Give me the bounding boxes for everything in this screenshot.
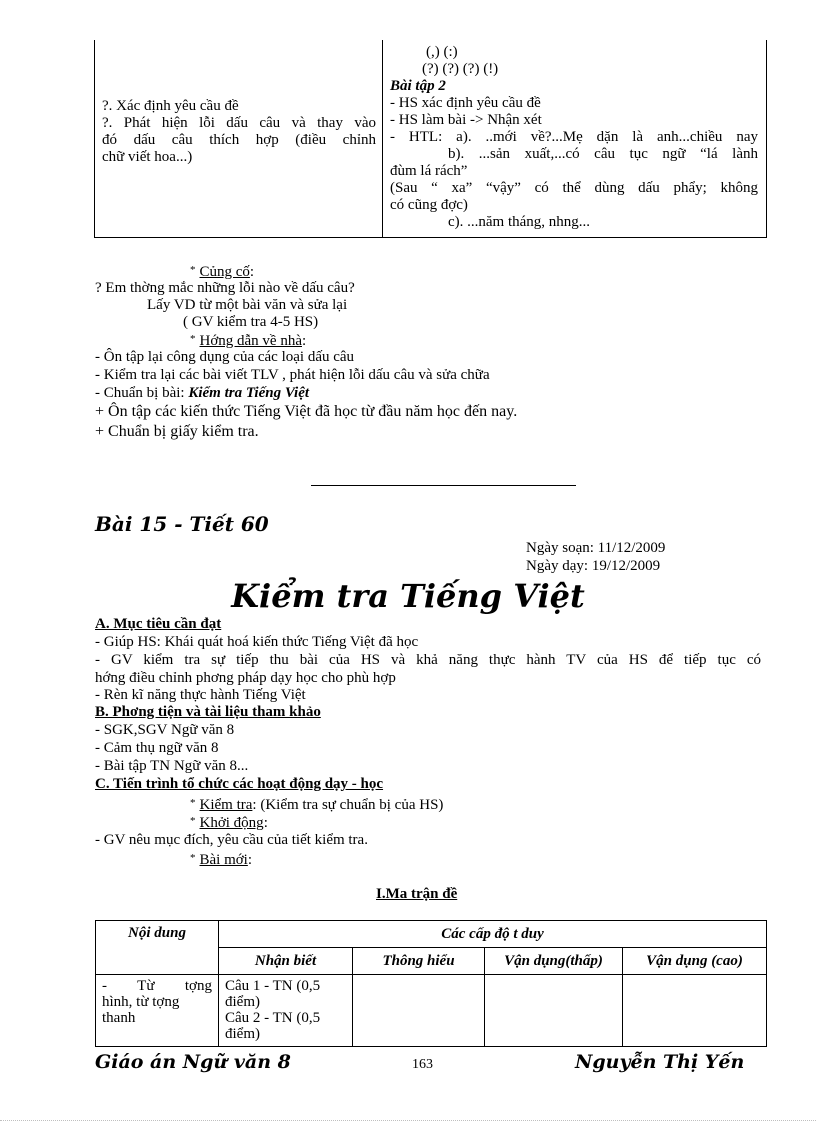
- student-line: - HS làm bài -> Nhận xét: [390, 112, 542, 128]
- huong-dan-heading: [190, 331, 306, 350]
- content-line: hình, từ tợng: [102, 994, 180, 1010]
- bai-moi-label: Bài mới: [199, 852, 248, 868]
- colon: :: [249, 264, 255, 280]
- nhan-biet-line: Câu 1 - TN (0,5: [225, 978, 321, 994]
- teacher-line: ?. Phát hiện lỗi dấu câu và thay vào: [102, 115, 376, 131]
- khoi-dong-label: Khởi động: [199, 815, 264, 831]
- cung-co-line: ( GV kiểm tra 4-5 HS): [183, 314, 319, 330]
- cung-co-heading: [190, 262, 254, 281]
- table-left-border: [94, 40, 95, 238]
- ngay-soan: Ngày soạn: 11/12/2009: [526, 540, 666, 556]
- row-content-cell: [96, 975, 219, 1047]
- cung-co-label: Củng cố: [199, 264, 250, 280]
- huong-dan-line: - Kiểm tra lại các bài viết TLV , phát hiện lỗi dấu câu và sửa chữa: [95, 367, 490, 383]
- section-a-line: [95, 652, 761, 669]
- teacher-line: đó dấu câu thích hợp (điều chỉnh: [102, 132, 376, 148]
- lesson-activity-table: [94, 40, 767, 238]
- teacher-activity-cell: [102, 98, 376, 166]
- bai-moi-line: [190, 850, 252, 869]
- table-row: [96, 975, 767, 1047]
- teacher-line: ?. Xác định yêu cầu đề: [102, 98, 239, 114]
- student-line: b). ...sản xuất,...có câu tục ngữ “lá lành: [448, 146, 758, 162]
- header-cap-do: Các cấp độ t duy: [219, 921, 767, 948]
- bullet-star: *: [190, 815, 196, 827]
- header-noi-dung: Nội dung: [96, 921, 219, 975]
- section-b-heading: B. Phơng tiện và tài liệu tham khảo: [95, 704, 321, 720]
- exercise-heading: Bài tập 2: [390, 78, 446, 94]
- section-a-line: - Rèn kĩ năng thực hành Tiếng Việt: [95, 687, 306, 703]
- section-b-line: - SGK,SGV Ngữ văn 8: [95, 722, 235, 738]
- kiem-tra-rest: : (Kiểm tra sự chuẩn bị của HS): [252, 797, 444, 813]
- header-thong-hieu: Thông hiểu: [353, 948, 485, 975]
- header-nhan-biet: Nhận biết: [219, 948, 353, 975]
- prepare-line: [95, 385, 309, 402]
- kiem-tra-line: [190, 795, 443, 814]
- student-line: có cũng đợc): [390, 197, 468, 213]
- teacher-line: chữ viết hoa...): [102, 149, 193, 165]
- student-line: (Sau “ xa” “vậy” có thể dùng dấu phẩy; không: [390, 180, 758, 196]
- header-van-dung-cao: Vận dụng (cao): [623, 948, 767, 975]
- punctuation-symbols: (?) (?) (?) (!): [422, 61, 499, 77]
- nhan-biet-line: điểm): [225, 1026, 260, 1042]
- row-thong-hieu-cell: [353, 975, 485, 1047]
- page-edge: [0, 1120, 816, 1121]
- cung-co-line: Lấy VD từ một bài văn và sửa lại: [147, 297, 348, 313]
- footer-left: Giáo án Ngữ văn 8: [95, 1051, 291, 1073]
- section-a-line: - Giúp HS: Khái quát hoá kiến thức Tiếng Việt đã học: [95, 634, 419, 650]
- section-b-line: - Cảm thụ ngữ văn 8: [95, 740, 219, 756]
- bullet-star: *: [190, 797, 196, 809]
- section-a-heading: A. Mục tiêu cần đạt: [95, 616, 222, 632]
- section-a-line: hớng điều chỉnh phơng pháp dạy học cho phù hợp: [95, 670, 396, 686]
- student-activity-cell: [390, 44, 758, 231]
- bullet-star: *: [190, 852, 196, 864]
- row-nhan-biet-cell: [219, 975, 353, 1047]
- prepare-title: Kiểm tra Tiếng Việt: [188, 385, 310, 401]
- huong-dan-line: - Ôn tập lại công dụng của các loại dấu câu: [95, 349, 355, 365]
- ma-tran-table: [95, 920, 767, 1047]
- ngay-day: Ngày dạy: 19/12/2009: [526, 558, 661, 574]
- table-bottom-border: [94, 237, 767, 238]
- section-b-line: - Bài tập TN Ngữ văn 8...: [95, 758, 249, 774]
- student-line: c). ...năm tháng, nhng...: [448, 214, 591, 230]
- table-column-divider: [382, 40, 383, 238]
- bullet-star: *: [190, 264, 196, 276]
- ma-tran-title: I.Ma trận đề: [376, 886, 458, 902]
- footer-right: Nguyễn Thị Yến: [575, 1051, 745, 1073]
- lesson-number: Bài 15 - Tiết 60: [95, 512, 269, 536]
- khoi-dong-text: - GV nêu mục đích, yêu cầu của tiết kiểm tra.: [95, 832, 368, 848]
- prepare-prefix: - Chuẩn bị bài:: [95, 385, 189, 401]
- bullet-star: *: [190, 333, 196, 345]
- student-line: - HS xác định yêu cầu đề: [390, 95, 541, 111]
- row-van-dung-cao-cell: [623, 975, 767, 1047]
- section-c-heading: C. Tiến trình tổ chức các hoạt động dạy - học: [95, 776, 384, 792]
- table-header-row: [96, 921, 767, 948]
- student-line: đùm lá rách”: [390, 163, 468, 179]
- row-van-dung-thap-cell: [485, 975, 623, 1047]
- khoi-dong-rest: :: [263, 815, 268, 831]
- huong-dan-label: Hớng dẫn về nhà: [199, 333, 302, 349]
- content-line: thanh: [102, 1010, 136, 1026]
- colon: :: [302, 333, 307, 349]
- table-right-border: [766, 40, 767, 238]
- plus-line: + Chuẩn bị giấy kiểm tra.: [95, 423, 259, 440]
- section-divider: [311, 485, 576, 486]
- student-line: - HTL: a). ..mới về?...Mẹ dặn là anh...chiều nay: [390, 129, 758, 145]
- cung-co-question: ? Em thờng mắc những lỗi nào về dấu câu?: [95, 280, 355, 296]
- khoi-dong-line: [190, 813, 268, 832]
- page-number: 163: [412, 1057, 433, 1072]
- bai-moi-rest: :: [247, 852, 253, 868]
- page-title: Kiểm tra Tiếng Việt: [231, 577, 585, 615]
- content-line: - Từ tợng: [102, 978, 212, 994]
- section-a-justified: - GV kiểm tra sự tiếp thu bài của HS và khả năng thực hành TV của HS để tiếp tục có: [95, 652, 761, 668]
- punctuation-symbols: (,) (:): [426, 44, 458, 60]
- nhan-biet-line: điểm): [225, 994, 260, 1010]
- kiem-tra-label: Kiểm tra: [199, 797, 253, 813]
- plus-line: + Ôn tập các kiến thức Tiếng Việt đã học từ đầu năm học đến nay.: [95, 403, 518, 420]
- nhan-biet-line: Câu 2 - TN (0,5: [225, 1010, 321, 1026]
- header-van-dung-thap: Vận dụng(thấp): [485, 948, 623, 975]
